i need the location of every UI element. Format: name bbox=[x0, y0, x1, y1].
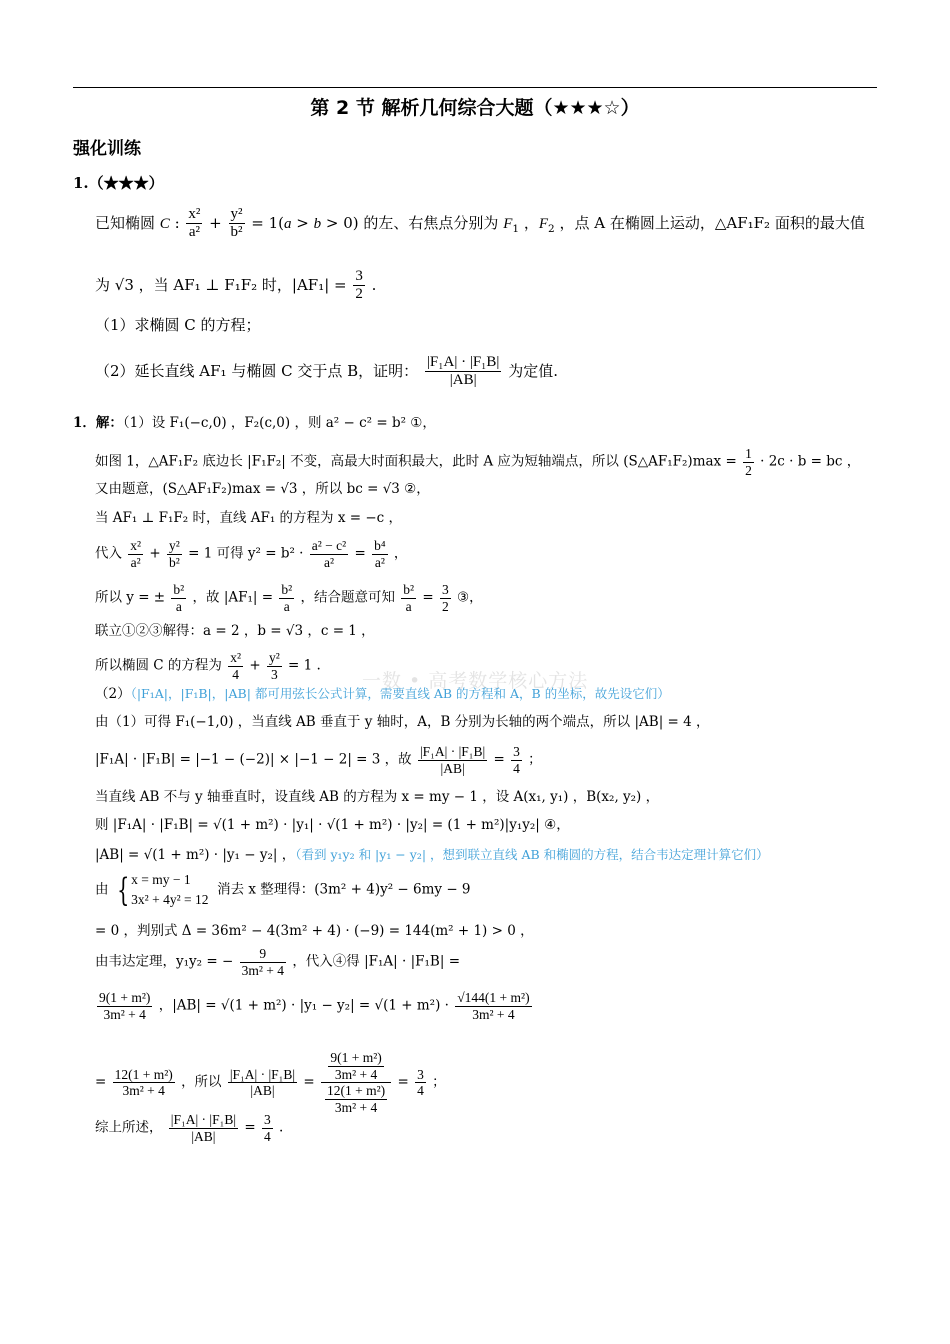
problem-part1: （1）求椭圆 C 的方程； bbox=[95, 316, 261, 334]
solution-line5: 代入 $\frac{\text{x²}}{\text{a²}}$ + $\frac{\text{y²}}{\text{b²}}$ = 1 可得 y² = b² · $\frac{\text{a² − c²}}{\text{a²}}$ = $\frac{\text{b⁴}}{\text{a²}}$ ， bbox=[95, 538, 408, 570]
solution-line20: 综上所述， $\frac{\text{|F₁A| · |F₁B|}}{|AB|}$ = $\frac{3}{4}$ . bbox=[95, 1112, 284, 1144]
solution-line9: （2）（|F₁A|，|F₁B|，|AB| 都可用弦长公式计算，需要直线 AB 的方程和 A，B 的坐标，故先设它们） bbox=[95, 686, 670, 702]
watermark: 一数 • 高考数学核心方法 bbox=[362, 670, 589, 692]
section-heading: 强化训练 bbox=[73, 139, 141, 159]
solution-line11: |F₁A| · |F₁B| = |−1 − (−2)| × |−1 − 2| = 3 ，故 $\frac{\text{|F₁A| · |F₁B|}}{|AB|}$ = $\frac{3}{4}$ ； bbox=[95, 744, 542, 776]
header-rule bbox=[73, 87, 877, 88]
solution-line13: 则 |F₁A| · |F₁B| = √(1 + m²) · |y₁| · √(1 + m²) · |y₂| = (1 + m²)|y₁y₂| ④， bbox=[95, 817, 570, 833]
solution-line3: 又由题意，(S△AF₁F₂)max = √3 ，所以 bc = √3 ②， bbox=[95, 481, 430, 497]
solution-line19: = $\frac{\text{12(1 + m²)}}{\text{3m² + 4}}$ ，所以 $\frac{\text{|F₁A| · |F₁B|}}{|AB|}$ = $\frac{\frac{\text{9(1 + m²)}}{\text{3m² + 4}}}{\frac{\text{12(1 + m²)}}{\text{3m² + 4}}}$ = $\frac{3}{4}$ ； bbox=[95, 1050, 446, 1115]
solution-line2: 如图 1，△AF₁F₂ 底边长 |F₁F₂| 不变，高最大时面积最大，此时 A 应为短轴端点，所以 (S△AF₁F₂)max = $\frac{1}{2}$ · 2c · b = bc ， bbox=[95, 446, 861, 478]
solution-line8: 所以椭圆 C 的方程为 $\frac{\text{x²}}{4}$ + $\frac{\text{y²}}{3}$ = 1 . bbox=[95, 650, 321, 682]
solution-line17: 由韦达定理，y₁y₂ = − $\frac{9}{\text{3m² + 4}}$ ，代入④得 |F₁A| · |F₁B| = bbox=[95, 946, 461, 978]
solution-line7: 联立①②③解得：a = 2 ，b = √3 ，c = 1 ， bbox=[95, 623, 375, 639]
hint-text: （|F₁A|，|F₁B|，|AB| 都可用弦长公式计算，需要直线 AB 的方程和 A，B 的坐标，故先设它们） bbox=[130, 686, 670, 701]
problem-part2: （2）延长直线 AF₁ 与椭圆 C 交于点 B，证明： $\frac{\text{|F₁A| · |F₁B|}}{|AB|}$ 为定值. bbox=[95, 354, 558, 389]
problem-stem-line2: 为 √3 ，当 AF₁ ⊥ F₁F₂ 时，|AF₁| = $\frac{3}{2}$ . bbox=[95, 268, 377, 303]
hint-text: （看到 y₁y₂ 和 |y₁ − y₂| ，想到联立直线 AB 和椭圆的方程，结合韦达定理计算它们） bbox=[295, 847, 769, 862]
solution-line4: 当 AF₁ ⊥ F₁F₂ 时，直线 AF₁ 的方程为 x = −c ， bbox=[95, 510, 403, 526]
solution-line12: 当直线 AB 不与 y 轴垂直时，设直线 AB 的方程为 x = my − 1 ，设 A(x₁, y₁) ，B(x₂, y₂) ， bbox=[95, 789, 660, 805]
problem-number: 1.（★★★） bbox=[73, 174, 164, 192]
solution-line14: |AB| = √(1 + m²) · |y₁ − y₂| ，（看到 y₁y₂ 和 |y₁ − y₂| ，想到联立直线 AB 和椭圆的方程，结合韦达定理计算它们） bbox=[95, 847, 769, 863]
problem-stem-line1: 已知椭圆 C : $\frac{\text{x²}}{\text{a²}}$ + $\frac{\text{y²}}{\text{b²}}$ = 1(a > b > 0) 的左、右焦点分别为 $F_1$ ，$F_2$ ，点 A 在椭圆上运动，△AF₁F₂ 面积的最大值 bbox=[95, 206, 865, 241]
solution-line16: = 0 ，判别式 Δ = 36m² − 4(3m² + 4) · (−9) = 144(m² + 1) > 0 ， bbox=[95, 923, 534, 939]
solution-line15: 由 { x = my − 1 3x² + 4y² = 12 消去 x 整理得：(3m² + 4)y² − 6my − 9 bbox=[95, 871, 471, 909]
solution-line10: 由（1）可得 F₁(−1,0) ，当直线 AB 垂直于 y 轴时，A，B 分别为长轴的两个端点，所以 |AB| = 4 ， bbox=[95, 714, 710, 730]
solution-line1: 1．解：（1）设 F₁(−c,0) ，F₂(c,0) ，则 a² − c² = b² ①， bbox=[73, 415, 436, 431]
solution-line6: 所以 y = ± $\frac{\text{b²}}{a}$ ，故 |AF₁| = $\frac{\text{b²}}{a}$ ，结合题意可知 $\frac{\text{b²}}{a}$ = $\frac{3}{2}$ ③， bbox=[95, 582, 483, 614]
solution-line18: $\frac{\text{9(1 + m²)}}{\text{3m² + 4}}$ ，|AB| = √(1 + m²) · |y₁ − y₂| = √(1 + m²) · $\frac{\text{√144(1 + m²)}}{\text{3m² + 4}}$ bbox=[99, 990, 530, 1022]
page-title: 第 2 节 解析几何综合大题（★★★☆） bbox=[310, 97, 640, 119]
